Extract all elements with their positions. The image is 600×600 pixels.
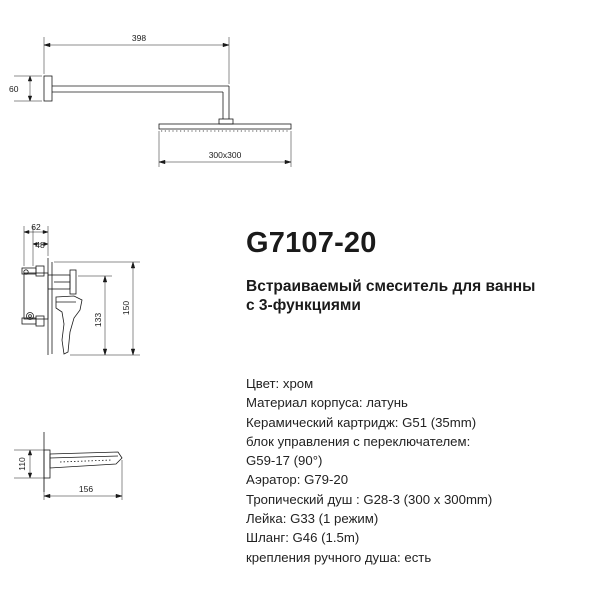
spec-list (246, 374, 492, 567)
spec-item: Тропический душ : G28-3 (300 х 300mm) (246, 491, 493, 507)
mixer-body-drawing (22, 258, 82, 355)
product-code: G7107-20 (246, 227, 377, 259)
shower-wall-flange (44, 76, 52, 101)
spec-item: крепления ручного душа: есть (246, 549, 432, 565)
rain-shower-head-drawing (159, 124, 291, 131)
spec-item: Аэратор: G79-20 (246, 472, 349, 488)
dim-label-arm-height: 60 (9, 84, 19, 94)
dim-label-head-size: 300x300 (208, 150, 242, 160)
spec-item: Материал корпуса: латунь (246, 395, 408, 411)
dim-label-mixer-height-handle: 133 (93, 312, 103, 328)
product-name (246, 277, 596, 315)
dimension-head-size (159, 131, 291, 167)
spec-item: блок управления с переключателем: (246, 433, 471, 449)
dim-label-mixer-depth-inner: 48 (35, 240, 45, 250)
spec-item: Шланг: G46 (1.5m) (246, 530, 360, 546)
shower-arm-drawing (44, 76, 233, 124)
shower-arm-connector (219, 119, 233, 124)
spec-item: Лейка: G33 (1 режим) (246, 511, 379, 527)
dim-label-mixer-depth-outer: 62 (31, 222, 41, 232)
dim-label-arm-length: 398 (131, 33, 147, 43)
dim-label-spout-length: 156 (78, 484, 94, 494)
dim-label-spout-height: 110 (17, 457, 27, 471)
dimension-arm-length (44, 37, 229, 84)
spec-item: Цвет: хром (246, 376, 314, 391)
spec-item: G59-17 (90°) (246, 453, 323, 469)
spec-item: Керамический картридж: G51 (35mm) (246, 414, 477, 430)
spout-drawing (44, 432, 122, 492)
dim-label-mixer-height-total: 150 (121, 300, 131, 316)
product-name-line-2: с 3-функциями (246, 297, 361, 314)
product-name-line-1: Встраиваемый смеситель для ванны (246, 278, 536, 295)
